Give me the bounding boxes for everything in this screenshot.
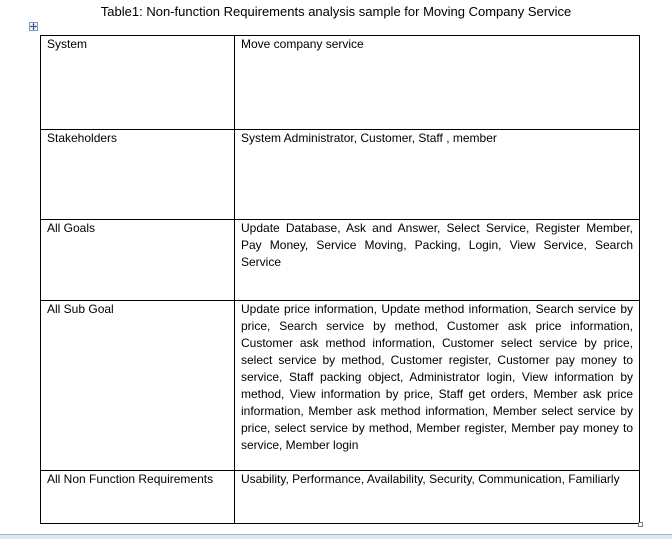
row-label: System: [41, 36, 235, 130]
window-bottom-edge: [0, 534, 672, 539]
requirements-table: [40, 35, 640, 524]
row-label: All Goals: [41, 220, 235, 301]
row-value: Update price information, Update method information, Search service by price, Search service by method, Customer ask price information, Customer ask method information, Customer select service by price, select service by method, Customer register, Customer pay money to service, Staff packing object, Administrator login, View information by method, View information by price, Staff get orders, Member ask price information, Member ask method information, Member select service by price, select service by method, Member register, Member pay money to service, Member login: [235, 301, 640, 471]
row-label: Stakeholders: [41, 130, 235, 220]
table-resize-handle[interactable]: [638, 522, 643, 527]
table-move-handle-icon[interactable]: [29, 22, 38, 31]
row-value: Update Database, Ask and Answer, Select Service, Register Member, Pay Money, Service Moving, Packing, Login, View Service, Search Service: [235, 220, 640, 301]
row-value: Usability, Performance, Availability, Security, Communication, Familiarly: [235, 471, 640, 524]
row-value: Move company service: [235, 36, 640, 130]
table-row-all-goals: [41, 220, 640, 301]
table-caption: Table1: Non-function Requirements analysis sample for Moving Company Service: [100, 4, 572, 19]
row-label: All Sub Goal: [41, 301, 235, 471]
row-value: System Administrator, Customer, Staff , member: [235, 130, 640, 220]
table-row-system: [41, 36, 640, 130]
table-row-non-function-requirements: [41, 471, 640, 524]
table-row-all-sub-goal: [41, 301, 640, 471]
table-row-stakeholders: [41, 130, 640, 220]
row-label: All Non Function Requirements: [41, 471, 235, 524]
